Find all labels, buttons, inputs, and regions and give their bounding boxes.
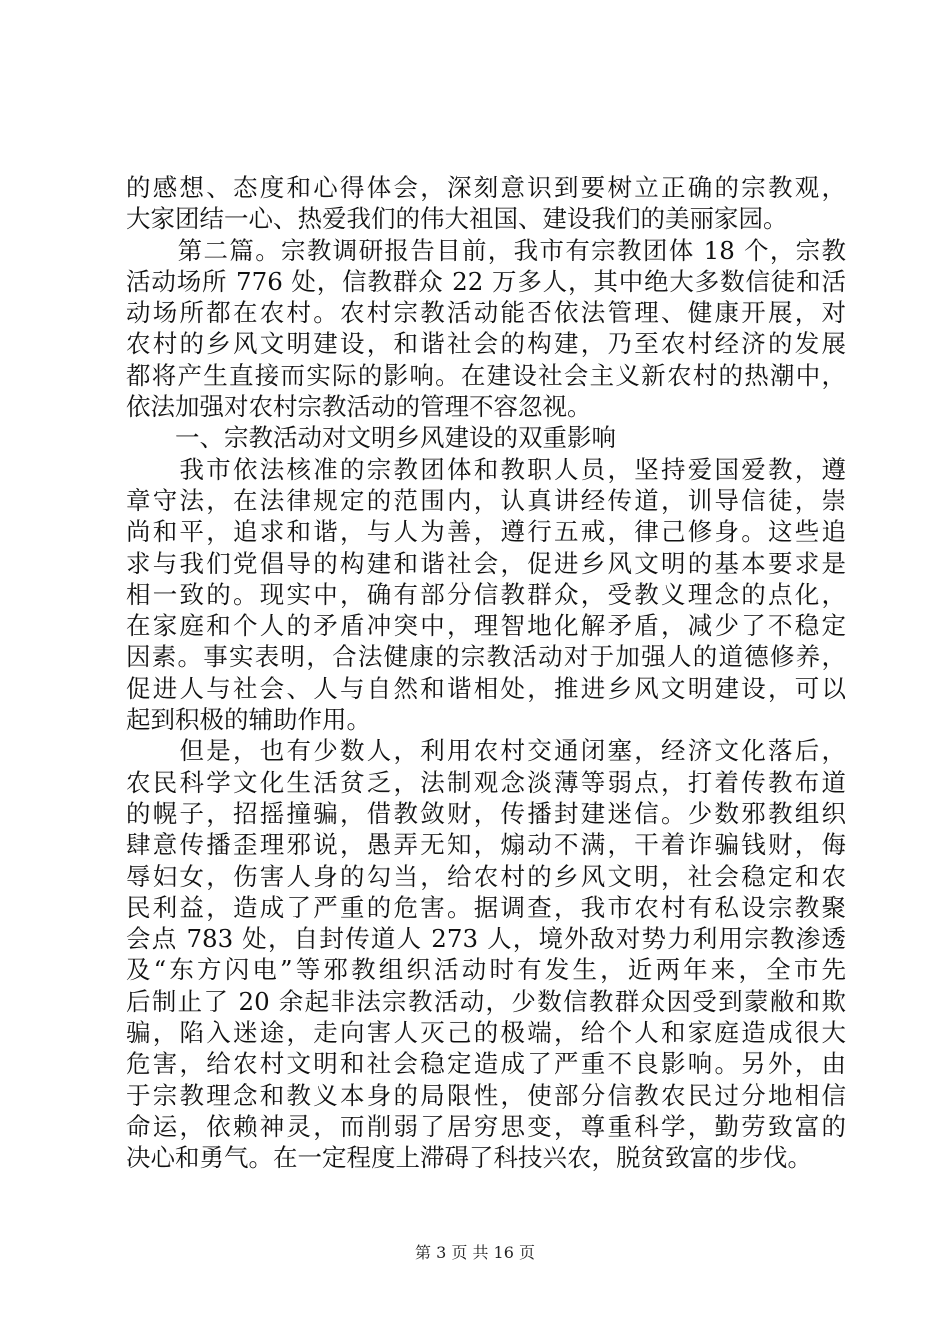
text-line: 在家庭和个人的矛盾冲突中，理智地化解矛盾，减少了不稳定 [126,611,846,641]
text-line: 依法加强对农村宗教活动的管理不容忽视。 [126,392,592,422]
text-line: 促进人与社会、人与自然和谐相处，推进乡风文明建设，可以 [126,673,846,703]
text-line: 后制止了 20 余起非法宗教活动，少数信教群众因受到蒙敝和欺 [126,986,846,1016]
text-line: 农村的乡风文明建设，和谐社会的构建，乃至农村经济的发展 [126,329,846,359]
text-line: 章守法，在法律规定的范围内，认真讲经传道，训导信徒，崇 [126,485,846,515]
text-line: 求与我们党倡导的构建和谐社会，促进乡风文明的基本要求是 [126,548,846,578]
text-line: 相一致的。现实中，确有部分信教群众，受教义理念的点化， [126,579,846,609]
text-line: 动场所都在农村。农村宗教活动能否依法管理、健康开展，对 [126,298,846,328]
text-line: 农民科学文化生活贫乏，法制观念淡薄等弱点，打着传教布道 [126,767,846,797]
text-line: 肆意传播歪理邪说，愚弄无知，煽动不满，干着诈骗钱财，侮 [126,830,846,860]
page-footer: 第 3 页 共 16 页 [415,1243,535,1262]
text-line: 骗，陷入迷途，走向害人灭己的极端，给个人和家庭造成很大 [126,1018,846,1048]
text-line: 但是，也有少数人，利用农村交通闭塞，经济文化落后， [126,736,846,766]
text-line: 会点 783 处，自封传道人 273 人，境外敌对势力利用宗教渗透 [126,924,846,954]
text-line: 活动场所 776 处，信教群众 22 万多人，其中绝大多数信徒和活 [126,266,846,296]
text-line: 我市依法核准的宗教团体和教职人员，坚持爱国爱教，遵 [126,454,846,484]
text-line: 命运，依赖神灵，而削弱了居穷思变，尊重科学，勤劳致富的 [126,1111,846,1141]
text-line: 的感想、态度和心得体会，深刻意识到要树立正确的宗教观， [126,173,846,202]
text-line: 一、宗教活动对文明乡风建设的双重影响 [126,423,616,453]
text-line: 及“东方闪电”等邪教组织活动时有发生，近两年来，全市先 [126,955,846,985]
text-line: 危害，给农村文明和社会稳定造成了严重不良影响。另外，由 [126,1049,846,1079]
text-line: 因素。事实表明，合法健康的宗教活动对于加强人的道德修养， [126,642,846,672]
text-line: 尚和平，追求和谐，与人为善，遵行五戒，律己修身。这些追 [126,517,846,547]
document-body [126,172,846,1174]
text-line: 都将产生直接而实际的影响。在建设社会主义新农村的热潮中， [126,360,846,390]
text-line: 起到积极的辅助作用。 [126,705,371,735]
text-line: 大家团结一心、热爱我们的伟大祖国、建设我们的美丽家园。 [126,204,788,234]
text-line: 决心和勇气。在一定程度上滞碍了科技兴农，脱贫致富的步伐。 [126,1143,812,1173]
text-line: 民利益，造成了严重的危害。据调查，我市农村有私设宗教聚 [126,892,846,922]
text-line: 第二篇。宗教调研报告目前，我市有宗教团体 18 个，宗教 [126,235,846,265]
text-line: 的幌子，招摇撞骗，借教敛财，传播封建迷信。少数邪教组织 [126,798,846,828]
text-line: 于宗教理念和教义本身的局限性，使部分信教农民过分地相信 [126,1080,846,1110]
text-line: 辱妇女，伤害人身的勾当，给农村的乡风文明，社会稳定和农 [126,861,846,891]
